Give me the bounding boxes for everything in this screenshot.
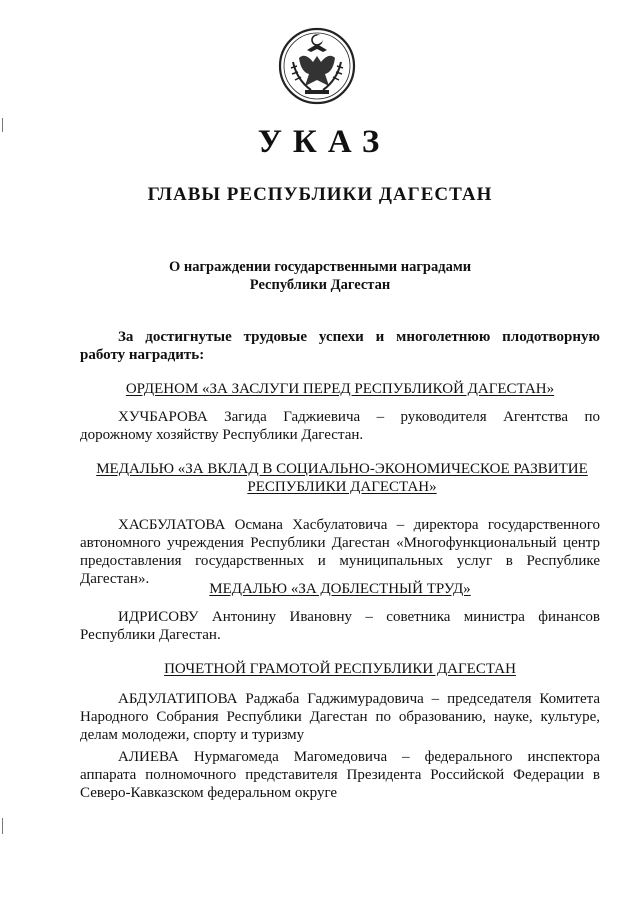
- awardee-paragraph: АЛИЕВА Нурмагомеда Магомедовича – федерального инспектора аппарата полномочного представителя Президента Российской Федерации в Северо-Кавказском федеральном округе: [80, 749, 600, 801]
- awardee-paragraph: ХУЧБАРОВА Загида Гаджиевича – руководителя Агентства по дорожному хозяйству Республики Дагестан.: [80, 409, 600, 443]
- awardee-paragraph: ИДРИСОВУ Антонину Ивановну – советника министра финансов Республики Дагестан.: [80, 609, 600, 643]
- decree-subject: О награждении государственными наградами Республики Дагестан: [168, 259, 472, 293]
- section-heading-medal-contribution: МЕДАЛЬЮ «ЗА ВКЛАД В СОЦИАЛЬНО-ЭКОНОМИЧЕСКОЕ РАЗВИТИЕ РЕСПУБЛИКИ ДАГЕСТАН»: [96, 461, 588, 495]
- awardee-paragraph: АБДУЛАТИПОВА Раджаба Гаджимурадовича – председателя Комитета Народного Собрания Республики Дагестан по образованию, науке, культуре, делам молодежи, спорту и туризму: [80, 691, 600, 743]
- document-title: УКАЗ: [257, 124, 391, 160]
- scan-edge-mark: [2, 818, 3, 834]
- dagestan-emblem-icon: [275, 22, 359, 106]
- scan-edge-mark: [2, 118, 3, 132]
- awardee-paragraph: ХАСБУЛАТОВА Османа Хасбулатовича – директора государственного автономного учреждения Республики Дагестан «Многофункциональный центр предоставления государственных и муниципальных услуг в Республике Дагестан».: [80, 517, 600, 587]
- section-heading-diploma: ПОЧЕТНОЙ ГРАМОТОЙ РЕСПУБЛИКИ ДАГЕСТАН: [164, 661, 516, 677]
- document-subtitle: ГЛАВЫ РЕСПУБЛИКИ ДАГЕСТАН: [147, 184, 493, 205]
- section-heading-order: ОРДЕНОМ «ЗА ЗАСЛУГИ ПЕРЕД РЕСПУБЛИКОЙ ДАГЕСТАН»: [125, 381, 555, 397]
- section-heading-medal-labor: МЕДАЛЬЮ «ЗА ДОБЛЕСТНЫЙ ТРУД»: [209, 581, 471, 597]
- intro-paragraph: За достигнутые трудовые успехи и многолетнюю плодотворную работу наградить:: [80, 329, 600, 363]
